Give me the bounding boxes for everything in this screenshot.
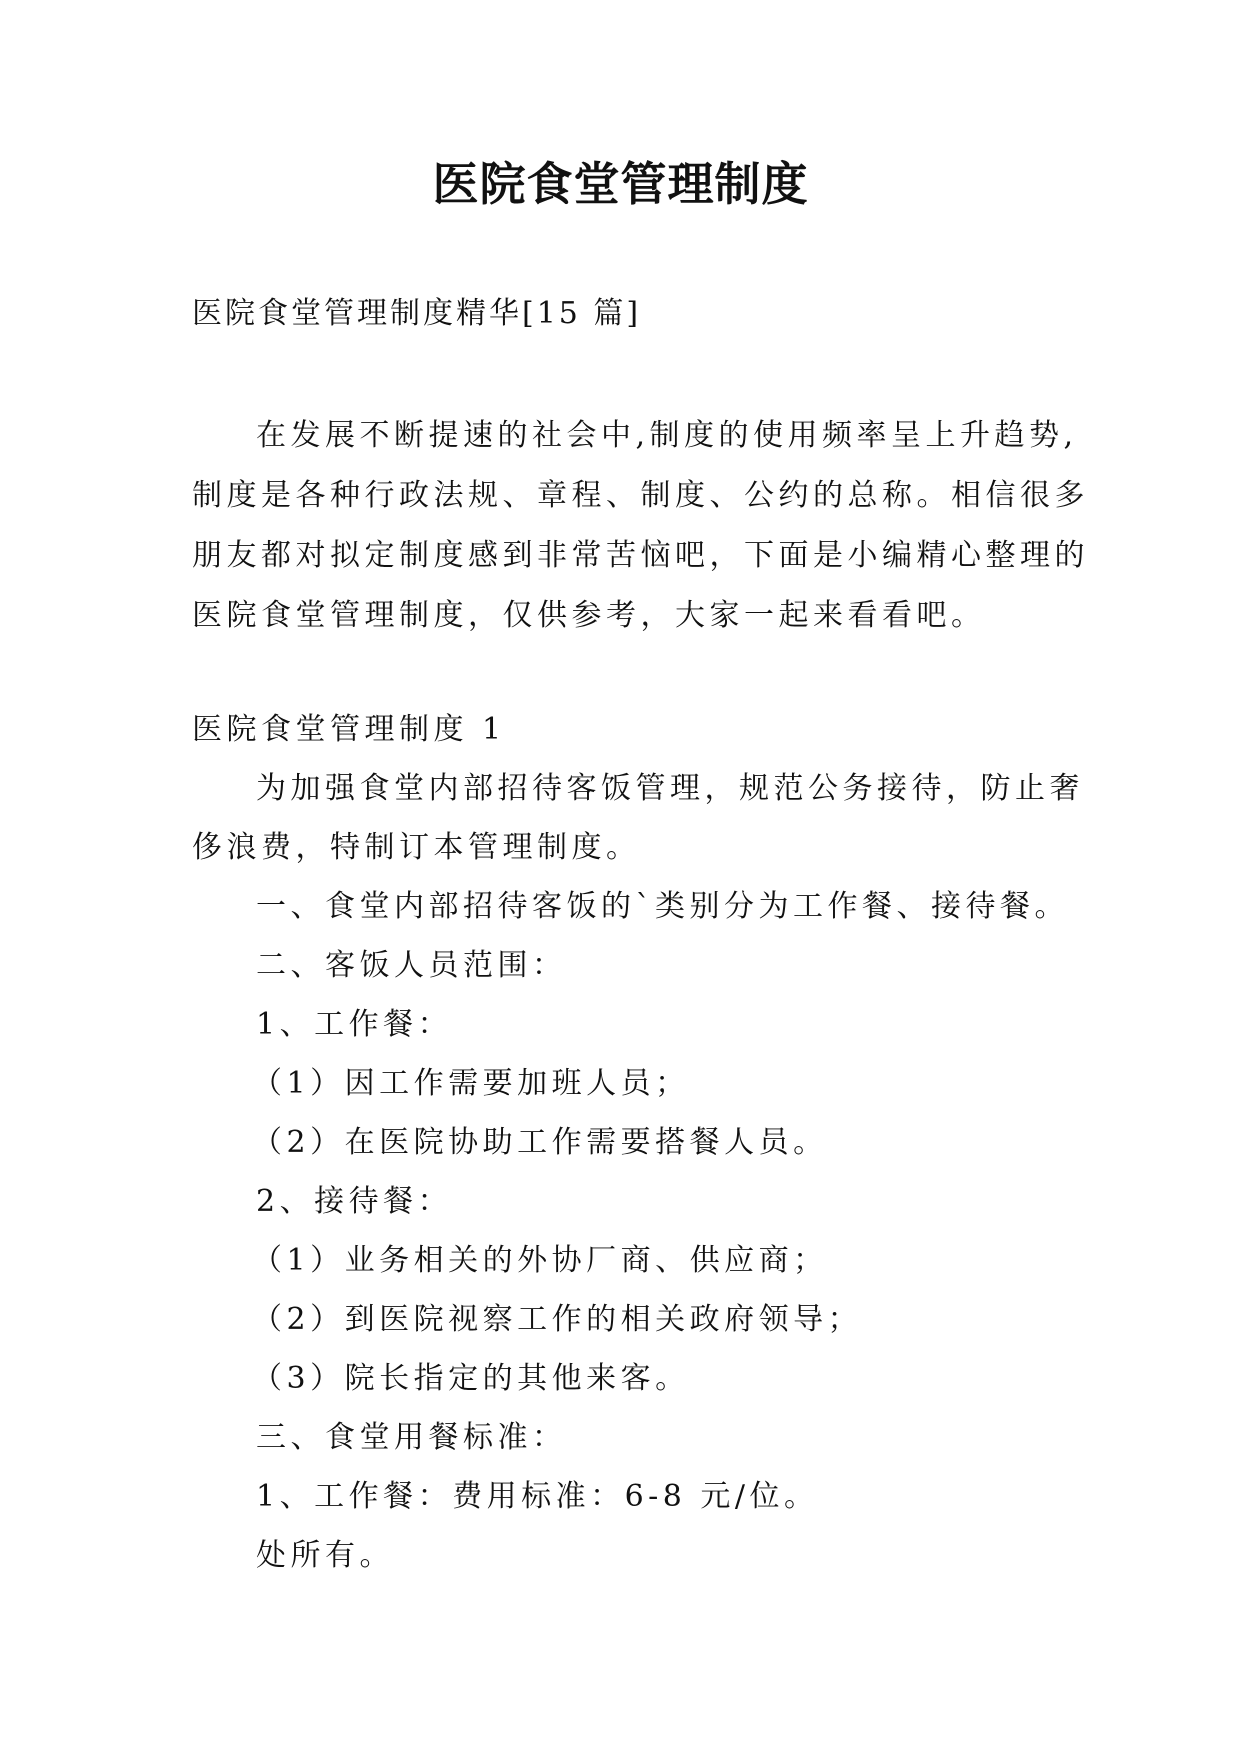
section-line: 侈浪费，特制订本管理制度。 [192,830,641,865]
document-title: 医院食堂管理制度 [432,157,809,211]
intro-line: 在发展不断提速的社会中,制度的使用频率呈上升趋势, [256,418,1078,453]
section-line: （1）业务相关的外协厂商、供应商； [252,1243,828,1278]
section-line: （1）因工作需要加班人员； [252,1066,690,1101]
intro-line: 制度是各种行政法规、章程、制度、公约的总称。相信很多 [192,478,1089,513]
intro-line: 朋友都对拟定制度感到非常苦恼吧，下面是小编精心整理的 [192,538,1089,573]
section-line: 为加强食堂内部招待客饭管理，规范公务接待，防止奢 [256,771,1084,806]
section-line: 1、工作餐： [256,1007,453,1042]
section-line: （2）在医院协助工作需要搭餐人员。 [252,1125,828,1160]
section-line: 三、食堂用餐标准： [256,1420,567,1455]
section-line: （3）院长指定的其他来客。 [252,1361,690,1396]
section-line: 一、食堂内部招待客饭的`类别分为工作餐、接待餐。 [256,889,1069,924]
section-1 [192,700,1084,1585]
section-line: （2）到医院视察工作的相关政府领导； [252,1302,863,1337]
section-heading: 医院食堂管理制度 1 [192,712,506,747]
section-line: 二、客饭人员范围： [256,948,567,983]
intro-line: 医院食堂管理制度，仅供参考，大家一起来看看吧。 [192,598,986,633]
section-line: 2、接待餐： [256,1184,453,1219]
section-line: 1、工作餐：费用标准：6-8 元/位。 [256,1479,819,1514]
document-subtitle: 医院食堂管理制度精华[15 篇] [192,296,642,331]
intro-paragraph [192,406,1089,646]
section-line: 处所有。 [256,1538,394,1573]
